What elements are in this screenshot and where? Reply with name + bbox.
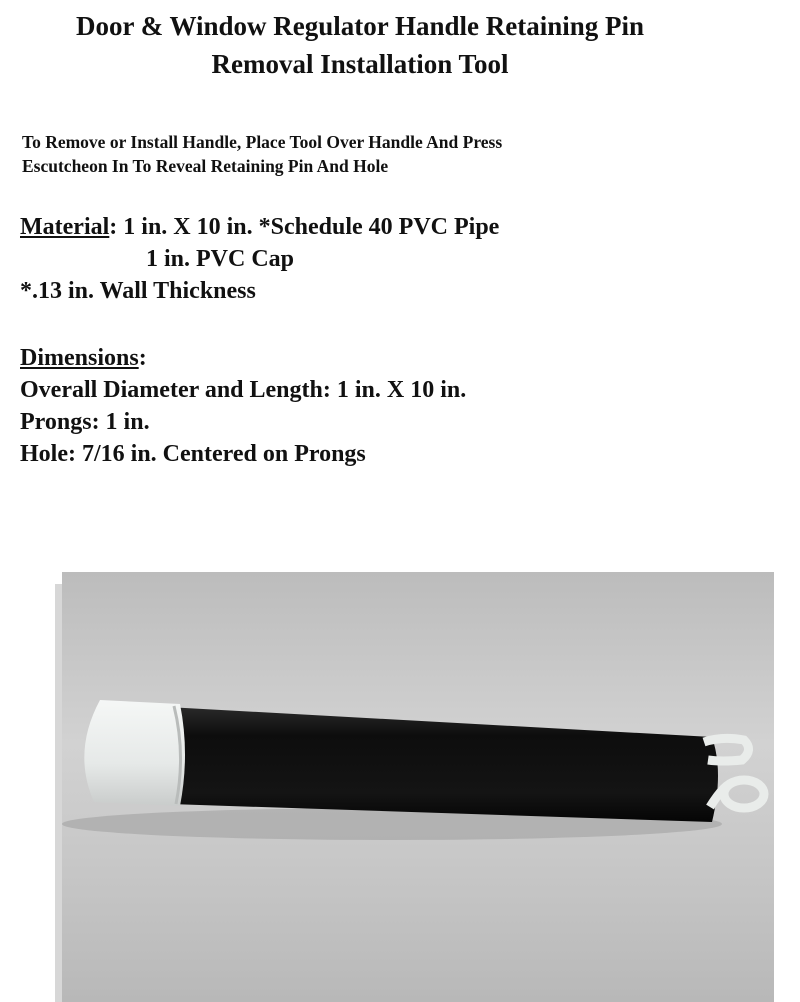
title-line-1: Door & Window Regulator Handle Retaining Pin (75, 11, 645, 41)
pvc-pipe (167, 707, 718, 822)
material-line-3: *.13 in. Wall Thickness (20, 278, 256, 304)
material-line-2: 1 in. PVC Cap (146, 246, 295, 272)
instructions-line-2: Escutcheon In To Reveal Retaining Pin And Hole (22, 156, 389, 176)
tool-illustration (62, 572, 774, 1002)
tool-photo (62, 572, 774, 1002)
dimensions-label: Dimensions (20, 345, 139, 371)
dimensions-line-3: Hole: 7/16 in. Centered on Prongs (20, 441, 366, 467)
dimensions-section (20, 342, 466, 470)
pvc-cap (84, 700, 185, 806)
title-line-2: Removal Installation Tool (211, 49, 509, 79)
dimensions-line-2: Prongs: 1 in. (20, 409, 150, 435)
material-label: Material (20, 214, 110, 240)
dimensions-line-1: Overall Diameter and Length: 1 in. X 10 in. (20, 377, 467, 403)
dimensions-heading (20, 342, 466, 374)
dimensions-label-colon: : (138, 345, 147, 371)
material-line-1-text: : 1 in. X 10 in. *Schedule 40 PVC Pipe (109, 214, 500, 240)
material-section (20, 211, 499, 307)
material-line-1 (20, 211, 499, 243)
instructions (22, 130, 502, 178)
instructions-line-1: To Remove or Install Handle, Place Tool Over Handle And Press (22, 132, 503, 152)
